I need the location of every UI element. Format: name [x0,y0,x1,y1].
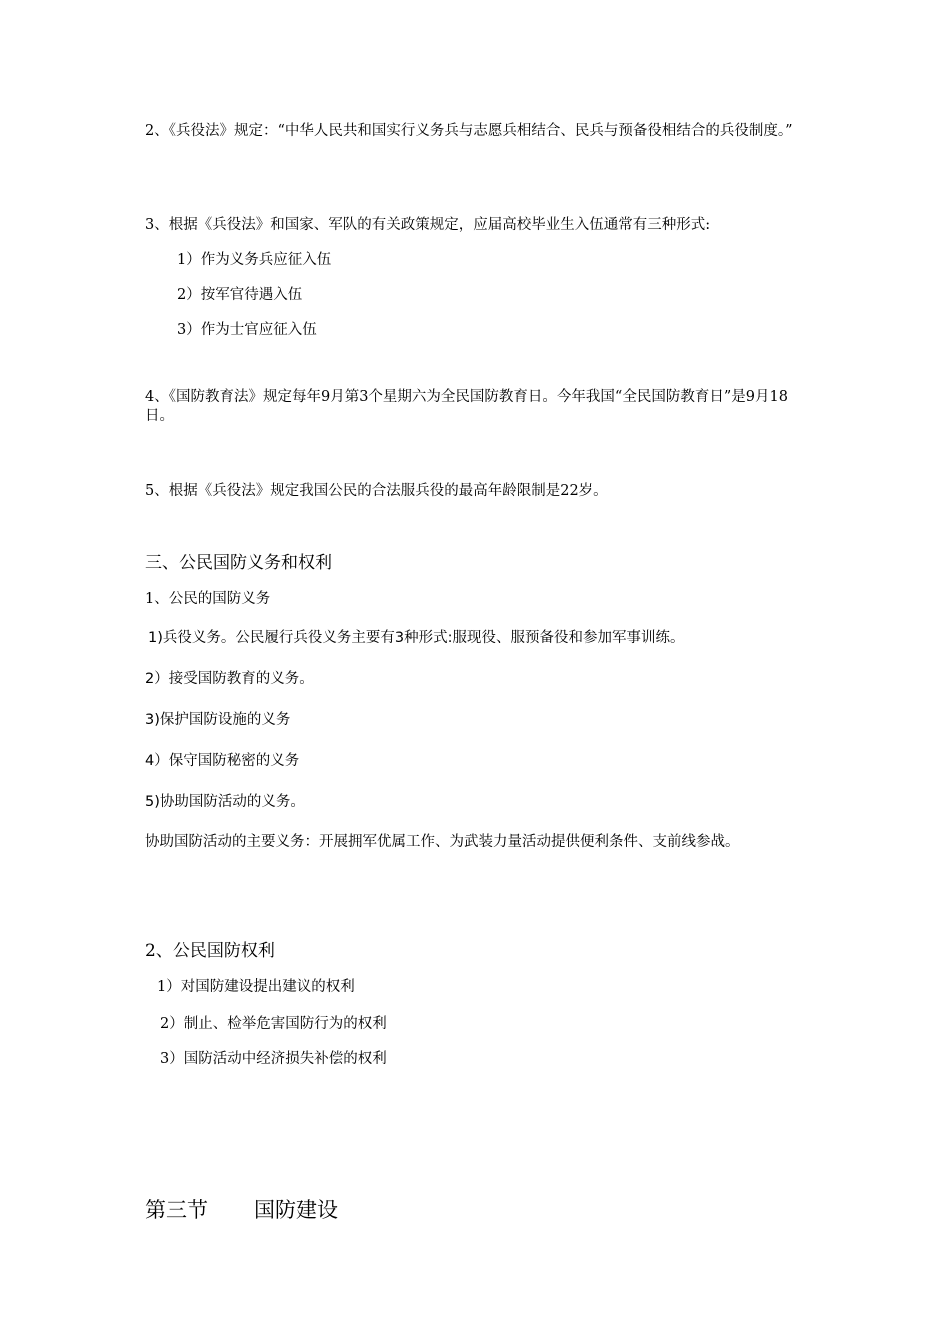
duty-item: 3)保护国防设施的义务 [145,712,291,728]
right-item: 3）国防活动中经济损失补偿的权利 [160,1051,387,1067]
list-item: 3）作为士官应征入伍 [177,322,317,338]
list-item: 1）作为义务兵应征入伍 [177,252,332,268]
paragraph-item-4: 4、《国防教育法》规定每年9月第3个星期六为全民国防教育日。今年我国“全民国防教育日”是9月18日。 [145,389,788,424]
paragraph-item-5: 5、根据《兵役法》规定我国公民的合法服兵役的最高年龄限制是22岁。 [145,483,608,499]
duty-item: 5)协助国防活动的义务。 [145,794,305,810]
list-item: 2）按军官待遇入伍 [177,287,303,303]
chapter-label: 第三节 [145,1198,208,1222]
duty-item: 4）保守国防秘密的义务 [145,753,300,769]
section-heading: 三、公民国防义务和权利 [145,553,332,573]
duty-item: 1)兵役义务。公民履行兵役义务主要有3种形式:服现役、服预备役和参加军事训练。 [148,630,685,646]
rights-title: 2、公民国防权利 [145,941,275,961]
assist-note: 协助国防活动的主要义务：开展拥军优属工作、为武装力量活动提供便利条件、支前线参战。 [145,834,740,850]
duty-item: 2）接受国防教育的义务。 [145,671,314,687]
chapter-title: 国防建设 [254,1198,338,1222]
chapter-heading [145,1194,338,1224]
right-item: 2）制止、检举危害国防行为的权利 [160,1016,387,1032]
duties-title: 1、公民的国防义务 [145,591,271,607]
right-item: 1）对国防建设提出建议的权利 [157,979,355,995]
paragraph-item-3: 3、根据《兵役法》和国家、军队的有关政策规定，应届高校毕业生入伍通常有三种形式: [145,217,711,233]
paragraph-item-2: 2、《兵役法》规定：“中华人民共和国实行义务兵与志愿兵相结合、民兵与预备役相结合的兵役制度。” [145,123,793,139]
